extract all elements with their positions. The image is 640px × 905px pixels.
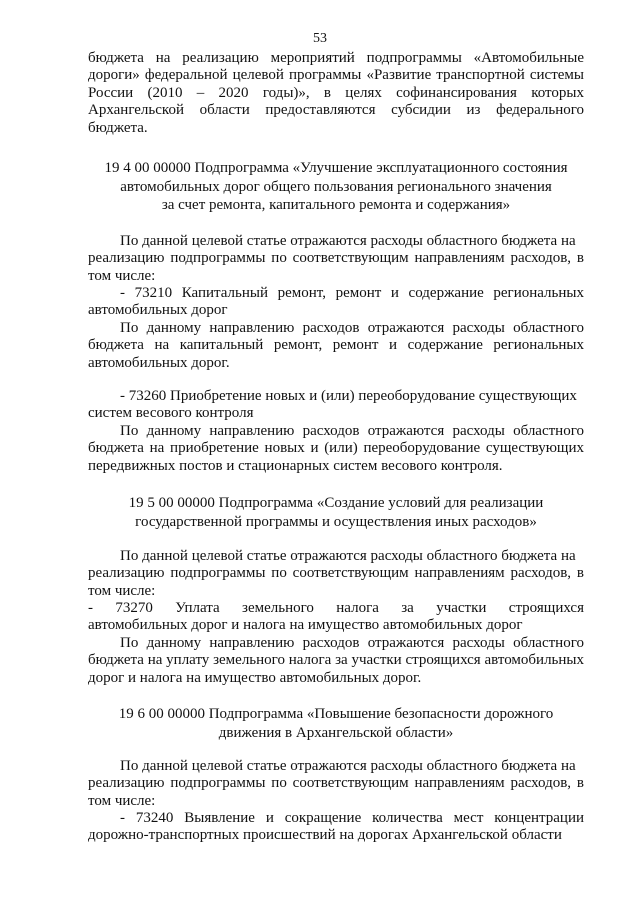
text-line: дорог и налога на имущество автомобильных дорог. — [88, 669, 422, 686]
text-line: - 73270 Уплата земельного налога за участки строящихся — [88, 600, 584, 616]
section-heading-1940000000 — [88, 159, 584, 215]
text-line: По данной целевой статье отражаются расходы областного бюджета на — [120, 758, 576, 774]
section-heading-1950000000 — [88, 494, 584, 531]
text-line: России (2010 – 2020 годы)», в целях софинансирования которых — [88, 84, 584, 101]
text-line: передвижных постов и стационарных систем весового контроля. — [88, 457, 503, 474]
text-line: По данному направлению расходов отражаются расходы областного — [120, 422, 584, 439]
page-number: 53 — [313, 31, 327, 46]
heading-line: автомобильных дорог общего пользования регионального значения — [120, 178, 552, 195]
section-heading-1960000000 — [88, 705, 584, 742]
paragraph-73240 — [88, 810, 584, 845]
text-line: - 73260 Приобретение новых и (или) переоборудование существующих — [120, 388, 577, 404]
heading-line: 19 6 00 00000 Подпрограмма «Повышение безопасности дорожного — [118, 706, 554, 722]
text-line: том числе: — [88, 267, 156, 284]
text-line: бюджета на уплату земельного налога за участки строящихся автомобильных — [88, 652, 584, 669]
text-line: бюджета. — [88, 119, 148, 136]
text-line: автомобильных дорог — [88, 302, 228, 319]
paragraph-73260 — [88, 388, 584, 475]
text-line: реализацию подпрограммы по соответствующим направлениям расходов, в — [88, 250, 584, 267]
text-line: автомобильных дорог. — [88, 354, 230, 371]
text-line: дорожно-транспортных происшествий на дорогах Архангельской области — [88, 827, 562, 844]
text-line: По данной целевой статье отражаются расходы областного бюджета на — [120, 548, 576, 564]
paragraph-73270 — [88, 600, 584, 687]
heading-line: за счет ремонта, капитального ремонта и содержания» — [161, 197, 511, 213]
paragraph-73210 — [88, 285, 584, 372]
text-line: систем весового контроля — [88, 405, 254, 422]
text-line: По данной целевой статье отражаются расходы областного бюджета на — [120, 233, 576, 249]
text-line: По данному направлению расходов отражаются расходы областного — [120, 634, 584, 651]
paragraph-subsidies — [88, 50, 584, 137]
text-line: том числе: — [88, 792, 156, 809]
heading-line: 19 4 00 00000 Подпрограмма «Улучшение эксплуатационного состояния — [104, 160, 568, 176]
heading-line: 19 5 00 00000 Подпрограмма «Создание условий для реализации — [128, 495, 544, 511]
paragraph-195-intro — [88, 548, 584, 600]
text-line: дороги» федеральной целевой программы «Развитие транспортной системы — [88, 67, 584, 84]
text-line: бюджета на капитальный ремонт, ремонт и содержание региональных — [88, 337, 584, 354]
text-line: реализацию подпрограммы по соответствующим направлениям расходов, в — [88, 565, 584, 582]
paragraph-196-intro — [88, 758, 584, 810]
text-line: Архангельской области предоставляются субсидии из федерального — [88, 102, 584, 119]
heading-line: государственной программы и осуществления иных расходов» — [135, 513, 537, 530]
text-line: реализацию подпрограммы по соответствующим направлениям расходов, в — [88, 775, 584, 792]
heading-line: движения в Архангельской области» — [218, 724, 454, 741]
text-line: - 73210 Капитальный ремонт, ремонт и содержание региональных — [120, 285, 584, 301]
text-line: - 73240 Выявление и сокращение количества мест концентрации — [120, 810, 584, 826]
text-line: бюджета на приобретение новых и (или) переоборудование существующих — [88, 440, 584, 457]
paragraph-194-intro — [88, 233, 584, 285]
text-line: По данному направлению расходов отражаются расходы областного — [120, 319, 584, 336]
text-line: бюджета на реализацию мероприятий подпрограммы «Автомобильные — [88, 50, 584, 66]
text-line: том числе: — [88, 582, 156, 599]
text-line: автомобильных дорог и налога на имущество автомобильных дорог — [88, 617, 523, 634]
